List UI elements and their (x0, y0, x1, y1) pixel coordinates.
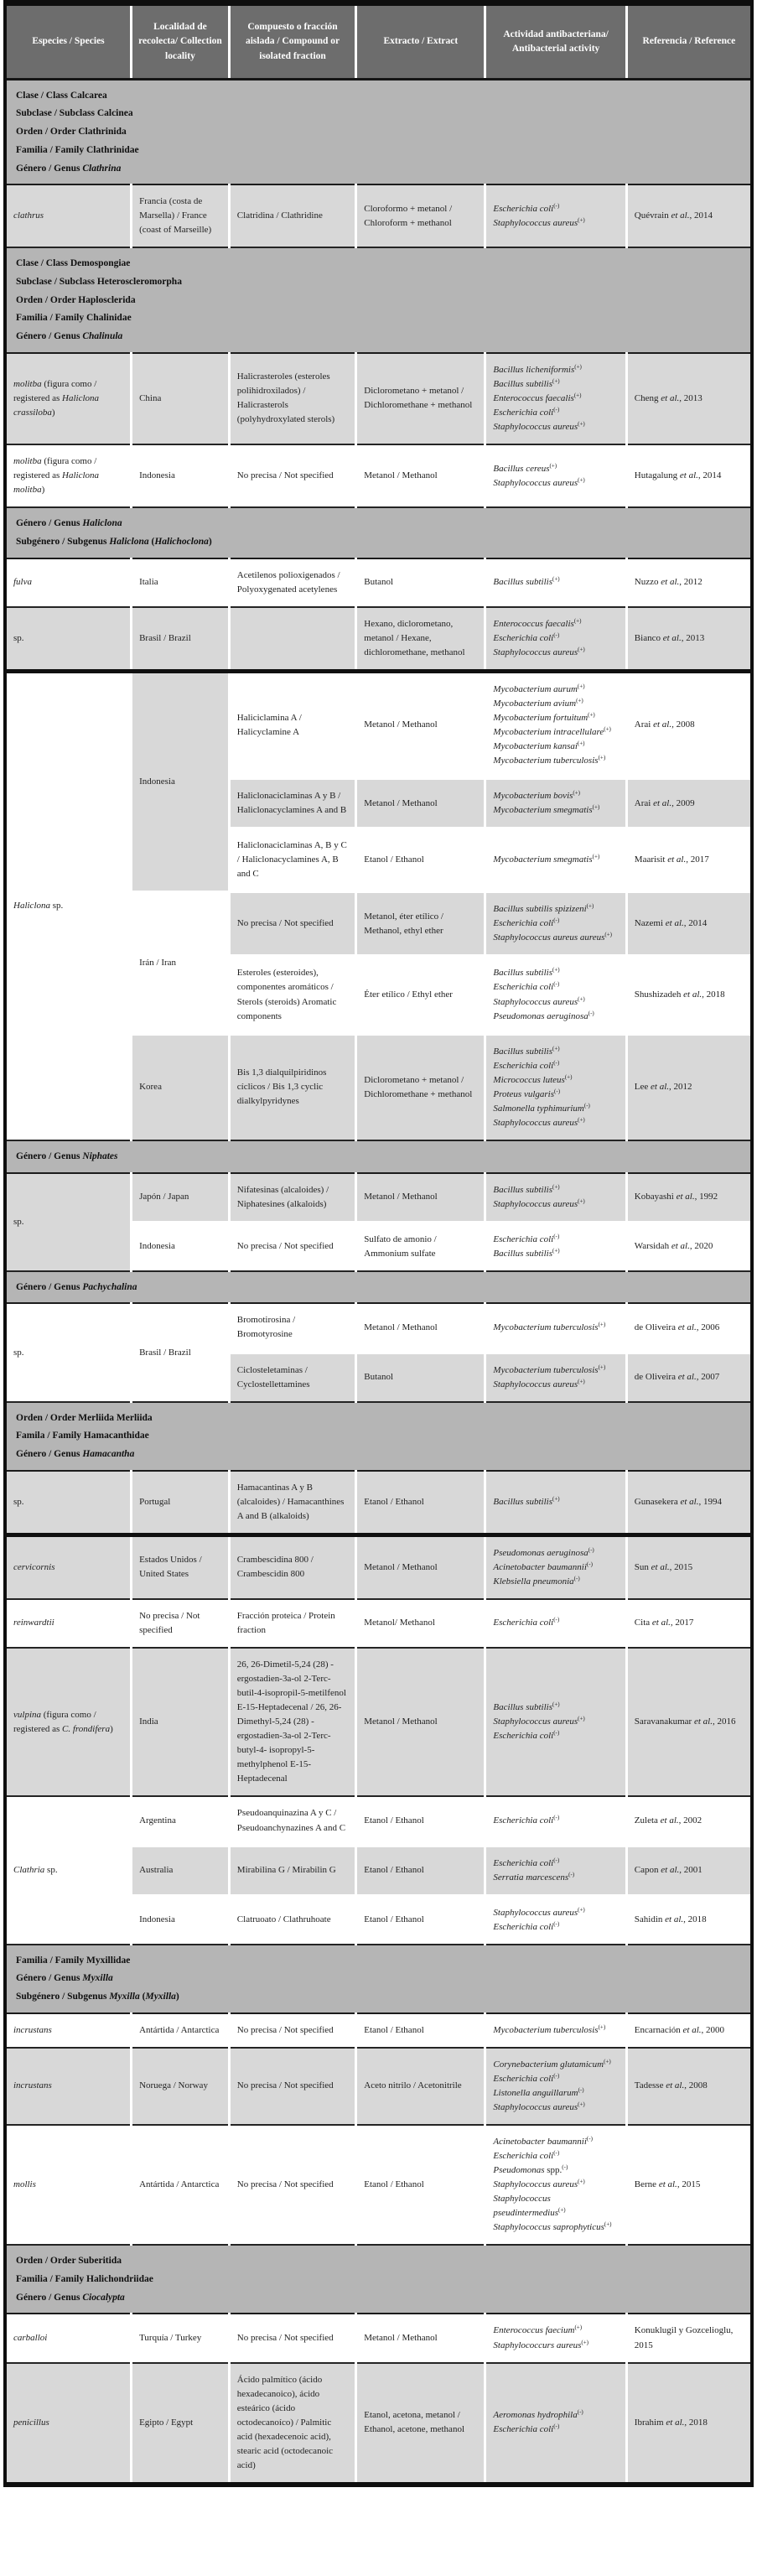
section-line: Subgénero / Subgenus Haliclona (Halichoclona) (16, 536, 212, 547)
gram-sign: (-) (553, 917, 560, 924)
gram-sign: (-) (577, 2408, 583, 2416)
cell-compound: No precisa / Not specified (229, 2048, 355, 2125)
gram-sign: (+) (552, 377, 560, 385)
cell-activity: Bacillus subtilis(+) Staphylococcus aureus(+) Escherichia coli(-) (485, 1648, 626, 1796)
gram-sign: (+) (573, 392, 582, 399)
table-row (5, 1796, 752, 1846)
gram-sign: (+) (592, 853, 600, 860)
section-line: Género / Genus Ciocalypta (16, 2292, 125, 2303)
cell-reference: Hutagalung et al., 2014 (626, 444, 752, 507)
gram-sign: (+) (578, 2101, 585, 2108)
cell-compound: Nifatesinas (alcaloides) / Niphatesines (alkaloids) (229, 1173, 355, 1223)
gram-sign: (+) (598, 754, 606, 761)
table-row (5, 1471, 752, 1535)
cell-reference: Quévrain et al., 2014 (626, 184, 752, 247)
cell-reference: Arai et al., 2008 (626, 671, 752, 778)
gram-sign: (+) (577, 740, 585, 747)
cell-activity: Bacillus subtilis(+) Staphylococcus aureus(+) (485, 1173, 626, 1223)
cell-locality: Indonesia (132, 1895, 230, 1945)
cell-locality: Noruega / Norway (132, 2048, 230, 2125)
cell-reference: Bianco et al., 2013 (626, 607, 752, 672)
cell-activity: Enterococcus faecalis(+) Escherichia coli(-) Staphylococcus aureus(+) (485, 607, 626, 672)
cell-extract: Metanol / Methanol (356, 2314, 485, 2362)
cell-locality: Egipto / Egypt (132, 2363, 230, 2485)
gram-sign: (+) (552, 575, 560, 583)
cell-activity: Aeromonas hydrophila(-) Escherichia coli(-) (485, 2363, 626, 2485)
gram-sign: (+) (598, 2023, 606, 2031)
gram-sign: (-) (553, 1233, 560, 1239)
gram-sign: (+) (574, 2324, 583, 2331)
cell-locality: Brasil / Brazil (132, 607, 230, 672)
cell-reference: Nazemi et al., 2014 (626, 892, 752, 956)
column-header: Especies / Species (5, 3, 132, 80)
section-cell (5, 1140, 752, 1173)
section-row (5, 79, 752, 184)
cell-species: incrustans (5, 2013, 132, 2048)
gram-sign: (+) (576, 697, 583, 704)
cell-activity: Bacillus subtilis(+) (485, 1471, 626, 1535)
cell-compound: No precisa / Not specified (229, 892, 355, 956)
cell-extract: Etanol / Ethanol (356, 1796, 485, 1846)
gram-sign: (+) (598, 1321, 606, 1328)
cell-compound: Mirabilina G / Mirabilin G (229, 1846, 355, 1895)
cell-activity: Escherichia coli(-) Staphylococcus aureus(+) (485, 184, 626, 247)
gram-sign: (-) (553, 1729, 560, 1737)
table-row (5, 1303, 752, 1353)
gram-sign: (-) (553, 1616, 560, 1623)
cell-species: clathrus (5, 184, 132, 247)
gram-sign: (-) (562, 2163, 568, 2171)
cell-compound: Bis 1,3 dialquilpiridinos cíclicos / Bis 1,3 cyclic dialkylpyridynes (229, 1034, 355, 1140)
cell-extract: Etanol / Ethanol (356, 2125, 485, 2245)
gram-sign: (+) (578, 2178, 585, 2185)
gram-sign: (-) (553, 1814, 560, 1821)
cell-compound: No precisa / Not specified (229, 2314, 355, 2362)
cell-activity: Pseudomonas aeruginosa(-) Acinetobacter baumannii(-) Klebsiella pneumonia(-) (485, 1535, 626, 1599)
gram-sign: (+) (552, 1495, 560, 1503)
cell-locality: Indonesia (132, 1222, 230, 1271)
section-line: Subclase / Subclass Calcinea (16, 108, 133, 119)
table-row (5, 1648, 752, 1796)
cell-compound (229, 607, 355, 672)
gram-sign: (+) (578, 646, 585, 653)
cell-reference: Sahidin et al., 2018 (626, 1895, 752, 1945)
section-line: Orden / Order Clathrinida (16, 127, 127, 138)
cell-compound: Clatruoato / Clathruhoate (229, 1895, 355, 1945)
column-header: Actividad antibacteriana/ Antibacterial activity (485, 3, 626, 80)
cell-activity: Acinetobacter baumannii(-) Escherichia coli(-) Pseudomonas spp.(-) Staphylococcus aureus(+) Staphylococcus pseudintermedius(+) Staphylococcus saprophyticus(+) (485, 2125, 626, 2245)
cell-locality: Brasil / Brazil (132, 1303, 230, 1401)
gram-sign: (+) (558, 2206, 566, 2214)
section-line: Género / Genus Pachychalina (16, 1281, 137, 1292)
section-row (5, 507, 752, 558)
cell-extract: Metanol/ Methanol (356, 1599, 485, 1648)
section-row (5, 247, 752, 352)
cell-activity: Escherichia coli(-) Bacillus subtilis(+) (485, 1222, 626, 1271)
cell-reference: Sun et al., 2015 (626, 1535, 752, 1599)
gram-sign: (+) (578, 475, 585, 483)
gram-sign: (+) (604, 931, 613, 938)
cell-compound: No precisa / Not specified (229, 444, 355, 507)
cell-extract: Butanol (356, 1353, 485, 1402)
cell-compound: Ciclosteletaminas / Cyclostellettamines (229, 1353, 355, 1402)
gram-sign: (+) (586, 902, 594, 910)
cell-extract: Diclorometano + metanol / Dichloromethane + methanol (356, 353, 485, 444)
gram-sign: (+) (598, 1363, 606, 1370)
section-cell (5, 507, 752, 558)
gram-sign: (-) (568, 1870, 575, 1877)
cell-extract: Metanol / Methanol (356, 671, 485, 778)
gram-sign: (-) (553, 2149, 560, 2157)
cell-extract: Metanol / Methanol (356, 1173, 485, 1223)
gram-sign: (+) (573, 789, 581, 797)
cell-reference: de Oliveira et al., 2006 (626, 1303, 752, 1353)
section-line: Género / Genus Hamacantha (16, 1449, 135, 1459)
gram-sign: (+) (552, 1701, 560, 1708)
cell-reference: de Oliveira et al., 2007 (626, 1353, 752, 1402)
cell-species: carballoi (5, 2314, 132, 2362)
gram-sign: (+) (604, 725, 611, 733)
gram-sign: (+) (578, 995, 585, 1002)
gram-sign: (-) (554, 1088, 561, 1095)
cell-reference: Encarnación et al., 2000 (626, 2013, 752, 2048)
cell-compound: Halicrasteroles (esteroles polihidroxilados) / Halicrasterols (polyhydroxylated sterols) (229, 353, 355, 444)
cell-locality: Japón / Japan (132, 1173, 230, 1223)
cell-activity: Escherichia coli(-) (485, 1796, 626, 1846)
gram-sign: (+) (578, 420, 585, 428)
cell-locality: Italia (132, 558, 230, 607)
cell-extract: Butanol (356, 558, 485, 607)
section-line: Orden / Order Suberitida (16, 2256, 122, 2267)
cell-extract: Metanol / Methanol (356, 1303, 485, 1353)
gram-sign: (-) (553, 980, 560, 988)
gram-sign: (+) (604, 2058, 611, 2065)
section-row (5, 1271, 752, 1304)
section-row (5, 1402, 752, 1471)
gram-sign: (+) (604, 2220, 612, 2228)
cell-activity: Bacillus cereus(+) Staphylococcus aureus(+) (485, 444, 626, 507)
cell-extract: Metanol, éter etílico / Methanol, ethyl ether (356, 892, 485, 956)
gram-sign: (-) (586, 1561, 593, 1568)
gram-sign: (-) (578, 2086, 584, 2094)
cell-activity: Escherichia coli(-) Serratia marcescens(-) (485, 1846, 626, 1895)
cell-compound: Pseudoanquinazina A y C / Pseudoanchynazines A and C (229, 1796, 355, 1846)
cell-compound: No precisa / Not specified (229, 1222, 355, 1271)
cell-extract: Etanol, acetona, metanol / Ethanol, acetone, methanol (356, 2363, 485, 2485)
cell-activity: Staphylococcus aureus(+) Escherichia coli(-) (485, 1895, 626, 1945)
gram-sign: (+) (552, 1247, 560, 1254)
cell-activity: Mycobacterium tuberculosis(+) (485, 2013, 626, 2048)
cell-activity: Escherichia coli(-) (485, 1599, 626, 1648)
table-row (5, 2363, 752, 2485)
table-row (5, 444, 752, 507)
section-cell (5, 247, 752, 352)
cell-compound: Fracción proteica / Protein fraction (229, 1599, 355, 1648)
gram-sign: (+) (552, 966, 560, 974)
cell-extract: Aceto nitrilo / Acetonitrile (356, 2048, 485, 2125)
section-line: Género / Genus Clathrina (16, 163, 122, 174)
cell-compound: No precisa / Not specified (229, 2125, 355, 2245)
cell-species: molitba (figura como / registered as Haliclona crassiloba) (5, 353, 132, 444)
cell-locality: China (132, 353, 230, 444)
gram-sign: (+) (578, 1906, 585, 1914)
section-line: Clase / Class Demospongiae (16, 258, 131, 269)
cell-reference: Konuklugil y Gozcelioglu, 2015 (626, 2314, 752, 2362)
cell-compound: Crambescidina 800 / Crambescidin 800 (229, 1535, 355, 1599)
cell-locality: Estados Unidos / United States (132, 1535, 230, 1599)
cell-reference: Cheng et al., 2013 (626, 353, 752, 444)
cell-compound: Ácido palmítico (ácido hexadecanoico), ácido esteárico (ácido octodecanoíco) / Palmitic acid (hexadecenoic acid), stearic acid (octodecanoic acid) (229, 2363, 355, 2485)
section-cell (5, 79, 752, 184)
cell-activity: Corynebacterium glutamicum(+) Escherichia coli(-) Listonella anguillarum(-) Staphylococcus aureus(+) (485, 2048, 626, 2125)
gram-sign: (-) (553, 202, 560, 210)
section-line: Familia / Family Clathrinidae (16, 144, 139, 155)
table-row (5, 607, 752, 672)
table-row (5, 558, 752, 607)
section-line: Familia / Family Myxillidae (16, 1955, 131, 1966)
cell-reference: Ibrahim et al., 2018 (626, 2363, 752, 2485)
cell-compound: No precisa / Not specified (229, 2013, 355, 2048)
cell-extract: Metanol / Methanol (356, 1648, 485, 1796)
cell-species: sp. (5, 1303, 132, 1401)
cell-species: Haliclona sp. (5, 671, 132, 1140)
gram-sign: (+) (578, 1715, 585, 1722)
gram-sign: (+) (578, 1116, 585, 1124)
table-row (5, 1535, 752, 1599)
cell-activity: Mycobacterium tuberculosis(+) (485, 1303, 626, 1353)
section-row (5, 1140, 752, 1173)
cell-compound: 26, 26-Dimetil-5,24 (28) -ergostadien-3a-ol 2-Terc-butil-4-isopropil-5-metilfenol E-15-Heptadecenal / 26, 26-Dimethyl-5,24 (28) -ergostadien-3a-ol 2-Terc-butyl-4- isopropyl-5-methylphenol E-15-Heptadecenal (229, 1648, 355, 1796)
section-line: Orden / Order Merliida Merliida (16, 1412, 153, 1423)
column-header: Localidad de recolecta/ Collection locality (132, 3, 230, 80)
section-line: Famila / Family Hamacanthidae (16, 1431, 149, 1441)
table-row (5, 2013, 752, 2048)
cell-locality: Francia (costa de Marsella) / France (coast of Marseille) (132, 184, 230, 247)
gram-sign: (+) (578, 1197, 585, 1204)
gram-sign: (+) (578, 216, 585, 224)
cell-reference: Shushizadeh et al., 2018 (626, 956, 752, 1034)
section-line: Género / Genus Chalinula (16, 331, 123, 342)
cell-activity: Bacillus subtilis(+) Escherichia coli(-) Staphylococcus aureus(+) Pseudomonas aeruginosa(-) (485, 956, 626, 1034)
gram-sign: (+) (573, 616, 582, 624)
gram-sign: (+) (588, 711, 595, 719)
gram-sign: (-) (553, 631, 560, 638)
cell-reference: Berne et al., 2015 (626, 2125, 752, 2245)
section-line: Familia / Family Chalinidae (16, 313, 132, 324)
cell-reference: Capon et al., 2001 (626, 1846, 752, 1895)
cell-activity: Bacillus subtilis(+) Escherichia coli(-) Micrococcus luteus(+) Proteus vulgaris(-) Salmonella typhimurium(-) Staphylococcus aureus(+) (485, 1034, 626, 1140)
cell-compound: Hamacantinas A y B (alcaloides) / Hamacanthines A and B (alkaloids) (229, 1471, 355, 1535)
cell-locality: Turquía / Turkey (132, 2314, 230, 2362)
table-header-row (5, 3, 752, 80)
gram-sign: (-) (553, 1058, 560, 1066)
section-line: Orden / Order Haplosclerida (16, 294, 136, 305)
cell-species: penicillus (5, 2363, 132, 2485)
table-row (5, 1599, 752, 1648)
cell-activity: Enterococcus faecium(+) Staphylococcurs aureus(+) (485, 2314, 626, 2362)
cell-locality: Indonesia (132, 671, 230, 892)
gram-sign: (+) (577, 683, 585, 690)
cell-compound: Bromotirosina / Bromotyrosine (229, 1303, 355, 1353)
cell-extract: Metanol / Methanol (356, 444, 485, 507)
cell-reference: Arai et al., 2009 (626, 779, 752, 828)
cell-activity: Mycobacterium smegmatis(+) (485, 828, 626, 892)
table-row (5, 184, 752, 247)
gram-sign: (+) (549, 461, 557, 469)
cell-compound: Clatridina / Clathridine (229, 184, 355, 247)
cell-species: mollis (5, 2125, 132, 2245)
cell-locality: Argentina (132, 1796, 230, 1846)
cell-extract: Etanol / Ethanol (356, 828, 485, 892)
cell-species: incrustans (5, 2048, 132, 2125)
column-header: Extracto / Extract (356, 3, 485, 80)
cell-species: vulpina (figura como / registered as C. frondifera) (5, 1648, 132, 1796)
cell-locality: Antártida / Antarctica (132, 2125, 230, 2245)
cell-extract: Hexano, diclorometano, metanol / Hexane, dichloromethane, methanol (356, 607, 485, 672)
table-body (5, 79, 752, 2485)
cell-reference: Zuleta et al., 2002 (626, 1796, 752, 1846)
cell-extract: Metanol / Methanol (356, 779, 485, 828)
cell-species: sp. (5, 607, 132, 672)
gram-sign: (+) (564, 1073, 573, 1081)
gram-sign: (-) (588, 1009, 594, 1016)
cell-reference: Lee et al., 2012 (626, 1034, 752, 1140)
table-row (5, 671, 752, 778)
cell-reference: Nuzzo et al., 2012 (626, 558, 752, 607)
cell-reference: Cita et al., 2017 (626, 1599, 752, 1648)
table-row (5, 2048, 752, 2125)
cell-reference: Maarisit et al., 2017 (626, 828, 752, 892)
gram-sign: (+) (552, 1044, 560, 1052)
cell-reference: Kobayashi et al., 1992 (626, 1173, 752, 1223)
cell-extract: Cloroformo + metanol / Chloroform + methanol (356, 184, 485, 247)
section-line: Género / Genus Myxilla (16, 1973, 113, 1984)
cell-reference: Tadesse et al., 2008 (626, 2048, 752, 2125)
cell-locality: Australia (132, 1846, 230, 1895)
cell-activity: Mycobacterium bovis(+) Mycobacterium smegmatis(+) (485, 779, 626, 828)
gram-sign: (-) (553, 2423, 560, 2430)
cell-extract: Etanol / Ethanol (356, 1846, 485, 1895)
gram-sign: (-) (586, 2135, 593, 2142)
section-row (5, 2245, 752, 2314)
cell-activity: Bacillus subtilis spizizeni(+) Escherichia coli(-) Staphylococcus aureus aureus(+) (485, 892, 626, 956)
gram-sign: (-) (588, 1546, 594, 1554)
section-line: Familia / Family Halichondriidae (16, 2274, 153, 2285)
section-line: Clase / Class Calcarea (16, 90, 107, 101)
cell-species: sp. (5, 1173, 132, 1271)
cell-reference: Gunasekera et al., 1994 (626, 1471, 752, 1535)
cell-activity: Bacillus subtilis(+) (485, 558, 626, 607)
gram-sign: (-) (573, 1575, 580, 1582)
cell-extract: Diclorometano + metanol / Dichloromethane + methanol (356, 1034, 485, 1140)
cell-compound: Haliclonaciclaminas A, B y C / Haliclonacyclamines A, B and C (229, 828, 355, 892)
section-line: Género / Genus Niphates (16, 1150, 118, 1161)
section-cell (5, 1945, 752, 2013)
gram-sign: (+) (592, 803, 600, 811)
gram-sign: (+) (578, 1377, 585, 1384)
cell-compound: Acetilenos polioxigenados / Polyoxygenated acetylenes (229, 558, 355, 607)
sponges-antibacterial-table (3, 0, 754, 2487)
cell-reference: Warsidah et al., 2020 (626, 1222, 752, 1271)
gram-sign: (+) (581, 2338, 589, 2345)
cell-locality: Indonesia (132, 444, 230, 507)
cell-extract: Etanol / Ethanol (356, 1895, 485, 1945)
cell-species: molitba (figura como / registered as Haliclona molitba) (5, 444, 132, 507)
cell-activity: Bacillus licheniformis(+) Bacillus subtilis(+) Enterococcus faecalis(+) Escherichia coli(-) Staphylococcus aureus(+) (485, 353, 626, 444)
cell-extract: Éter etílico / Ethyl ether (356, 956, 485, 1034)
section-row (5, 1945, 752, 2013)
cell-extract: Etanol / Ethanol (356, 1471, 485, 1535)
cell-compound: Haliciclamina A / Halicyclamine A (229, 671, 355, 778)
table-row (5, 2125, 752, 2245)
cell-species: fulva (5, 558, 132, 607)
section-line: Subclase / Subclass Heteroscleromorpha (16, 277, 182, 288)
section-cell (5, 1271, 752, 1304)
section-cell (5, 2245, 752, 2314)
cell-reference: Saravanakumar et al., 2016 (626, 1648, 752, 1796)
cell-extract: Sulfato de amonio / Ammonium sulfate (356, 1222, 485, 1271)
cell-locality: Portugal (132, 1471, 230, 1535)
table-row (5, 353, 752, 444)
cell-locality: Korea (132, 1034, 230, 1140)
section-cell (5, 1402, 752, 1471)
gram-sign: (-) (583, 1102, 590, 1109)
cell-activity: Mycobacterium aurum(+) Mycobacterium avium(+) Mycobacterium fortuitum(+) Mycobacterium intracellulare(+) Mycobacterium kansai(+) Mycobacterium tuberculosis(+) (485, 671, 626, 778)
column-header: Compuesto o fracción aislada / Compound or isolated fraction (229, 3, 355, 80)
cell-compound: Esteroles (esteroides), componentes aromáticos / Sterols (steroids) Aromatic components (229, 956, 355, 1034)
cell-locality: No precisa / Not specified (132, 1599, 230, 1648)
cell-compound: Haliclonaciclaminas A y B / Haliclonacyclamines A and B (229, 779, 355, 828)
gram-sign: (-) (553, 1856, 560, 1863)
cell-species: cervicornis (5, 1535, 132, 1599)
section-line: Subgénero / Subgenus Myxilla (Myxilla) (16, 1992, 179, 2002)
table-row (5, 2314, 752, 2362)
cell-species: sp. (5, 1471, 132, 1535)
gram-sign: (-) (553, 2072, 560, 2080)
cell-locality: India (132, 1648, 230, 1796)
cell-locality: Irán / Iran (132, 892, 230, 1034)
gram-sign: (-) (553, 1920, 560, 1928)
gram-sign: (+) (574, 363, 582, 371)
cell-extract: Etanol / Ethanol (356, 2013, 485, 2048)
cell-locality: Antártida / Antarctica (132, 2013, 230, 2048)
section-line: Género / Genus Haliclona (16, 518, 122, 529)
cell-extract: Metanol / Methanol (356, 1535, 485, 1599)
gram-sign: (+) (552, 1182, 560, 1190)
table-row (5, 1173, 752, 1223)
gram-sign: (-) (553, 406, 560, 413)
column-header: Referencia / Reference (626, 3, 752, 80)
cell-activity: Mycobacterium tuberculosis(+) Staphylococcus aureus(+) (485, 1353, 626, 1402)
cell-species: reinwardtii (5, 1599, 132, 1648)
cell-species: Clathria sp. (5, 1796, 132, 1944)
